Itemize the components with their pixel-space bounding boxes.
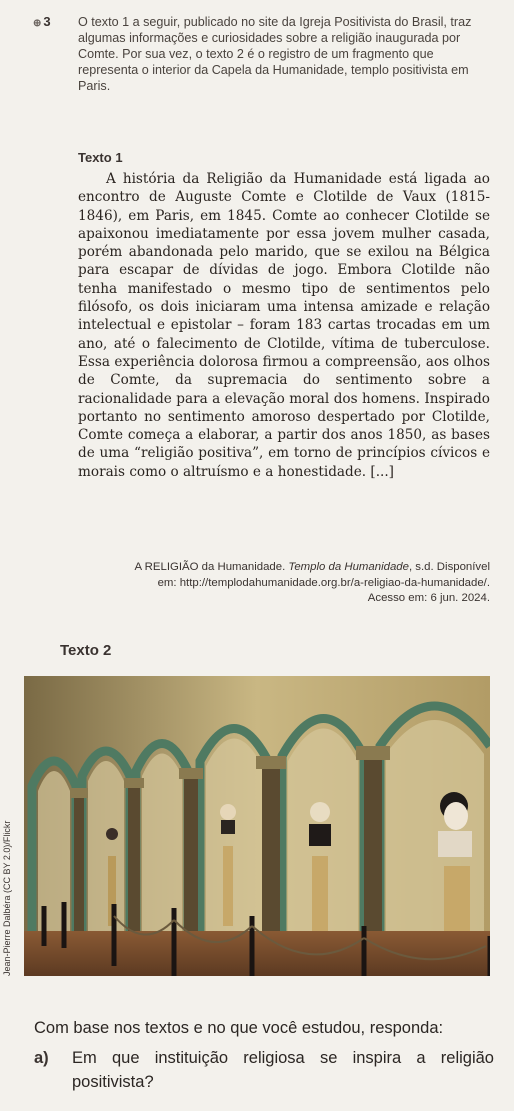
question-number: ⊕ 3 xyxy=(33,14,51,29)
chapel-photo xyxy=(24,676,490,976)
photo-credit: Jean-Pierre Dalbéra (CC BY 2.0)/Flickr xyxy=(2,820,12,976)
source-line-3: Acesso em: 6 jun. 2024. xyxy=(367,592,490,604)
prompt-text: Com base nos textos e no que você estudou, responda: xyxy=(34,1019,444,1037)
item-a xyxy=(34,1046,494,1094)
source-line-1: A RELIGIÃO da Humanidade. Templo da Humanidade, s.d. Disponível xyxy=(134,561,490,573)
texto2-label: Texto 2 xyxy=(60,642,112,659)
source-line-2: em: http://templodahumanidade.org.br/a-religiao-da-humanidade/. xyxy=(157,576,490,589)
questions-block xyxy=(34,1016,494,1094)
texto1-body xyxy=(78,170,490,481)
activity-icon: ⊕ xyxy=(33,18,42,29)
texto1-source xyxy=(78,560,490,607)
item-a-letter: a) xyxy=(34,1049,49,1067)
texto1-paragraph: A história da Religião da Humanidade está ligada ao encontro de Auguste Comte e Clotilde de Vaux (1815-1846), em Paris, em 1845. Comte ao conhecer Clotilde se apaixonou imediatamente por essa jovem mulher casada, porém abandonada pelo marido, que se exilou na Bélgica para escapar de dívidas de jogo. Embora Clotilde não tenha manifestado o mesmo tipo de sentimentos pelo filósofo, os dois iniciaram uma intensa amizade e relação intelectual e epistolar – foram 183 cartas trocadas em um ano, até o falecimento de Clotilde, vítima de tuberculose. Essa experiência dolorosa firmou a compreensão, aos olhos de Comte, da supremacia do sentimento sobre a racionalidade para a elevação moral dos homens. Inspirado portanto no sentimento amoroso despertado por Clotilde, Comte começa a elaborar, a partir dos anos 1850, as bases de uma “religião positiva”, em torno de princípios cívicos e morais como o altruísmo e a honestidade. [...] xyxy=(78,171,490,480)
item-a-text: Em que instituição religiosa se inspira a religião positivista? xyxy=(72,1049,494,1091)
chapel-interior-image xyxy=(24,676,490,976)
texto1-label: Texto 1 xyxy=(78,150,123,165)
question-intro: O texto 1 a seguir, publicado no site da Igreja Positivista do Brasil, traz algumas informações e curiosidades sobre a religião inaugurada por Comte. Por sua vez, o texto 2 é o registro de um fragmento que representa o interior da Capela da Humanidade, templo positivista em Paris. xyxy=(78,15,472,93)
